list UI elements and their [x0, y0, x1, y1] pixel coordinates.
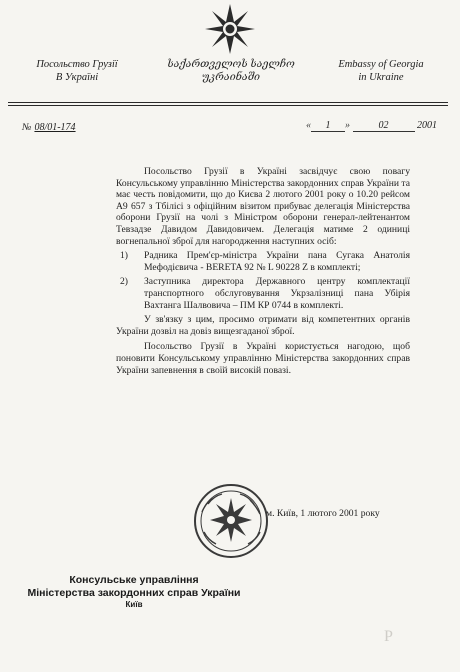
list-item	[116, 276, 410, 311]
date-day: 1	[311, 120, 345, 132]
letter-date: « 1 » 02 2001	[306, 120, 437, 131]
addressee-line1: Консульське управління	[69, 574, 199, 586]
addressee-block	[14, 574, 254, 612]
reference-value: 08/01-174	[34, 122, 76, 133]
addressee-line2: Міністерства закордонних справ України	[27, 586, 241, 599]
date-year: 2001	[417, 120, 437, 131]
header-middle	[166, 58, 296, 84]
header-right-line1: Embassy of Georgia	[338, 59, 424, 70]
embassy-emblem-icon	[203, 2, 257, 56]
reference-prefix: №	[22, 122, 32, 133]
addressee-line3: Київ	[125, 600, 143, 609]
header-left	[12, 58, 142, 84]
list-item-text: Заступника директора Державного центру комплектації транспортного обслуговування Укрзалізниці пана Убірія Вахтанга Шалвовича – ПМ КР 0744 в комплекті.	[144, 276, 410, 311]
list-item-number: 2)	[120, 276, 128, 288]
header-left-line1: Посольство Грузії	[36, 59, 118, 70]
header-middle-line2: უკრაინაში	[201, 72, 261, 83]
recipients-list	[116, 250, 410, 311]
letter-body	[116, 166, 410, 376]
header-rule	[8, 102, 448, 103]
list-item-number: 1)	[120, 250, 128, 262]
header-left-line2: В Україні	[55, 72, 99, 83]
header-right-line2: in Ukraine	[358, 72, 404, 83]
body-paragraph-3: Посольство Грузії в Україні користується нагодою, щоб поновити Консульському управлінню Міністерства закордонних справ України запевнення в своїй високій повазі.	[116, 341, 410, 376]
body-paragraph-1: Посольство Грузії в Україні засвідчує свою повагу Консульському управлінню Міністерства закордонних справ України та має честь повідомити, що до Києва 2 лютого 2001 року о 10.20 рейсом А9 657 з Тбілісі з офіційним візитом прибуває делегація Міністерства оборони Грузії на чолі з Міністром оборони генерал-лейтенантом Тевзадзе Давидом Давидовичем. Делегація матиме 2 одиниці вогнепальної зброї для нагородження наступних осіб:	[116, 166, 410, 247]
list-item-text: Радника Прем'єр-міністра України пана Сугака Анатолія Мефодієвича - BERETA 92 № L 90228 Z в комплекті;	[144, 250, 410, 273]
date-month: 02	[353, 120, 415, 132]
body-paragraph-2: У зв'язку з цим, просимо отримати від компетентних органів України дозвіл на довіз вищезгаданої зброї.	[116, 314, 410, 337]
embassy-seal-icon	[192, 482, 270, 560]
header-rule-thin	[8, 105, 448, 106]
place-and-date: м. Київ, 1 лютого 2001 року	[266, 508, 380, 519]
list-item	[116, 250, 410, 273]
reference-number	[22, 122, 76, 133]
watermark-mark: Р	[384, 628, 393, 645]
header-middle-line1: საქართველოს საელჩო	[167, 59, 295, 70]
header-right	[316, 58, 446, 84]
